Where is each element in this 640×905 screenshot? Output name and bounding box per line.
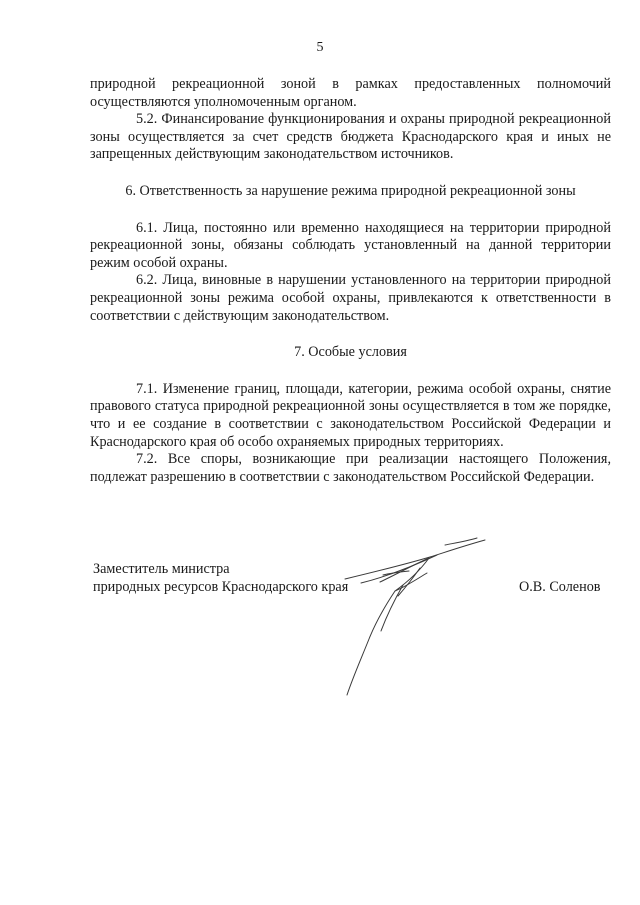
signatory-name: О.В. Соленов	[519, 579, 601, 595]
signatory-position-line2: природных ресурсов Краснодарского края	[93, 578, 349, 595]
section-7-heading: 7. Особые условия	[294, 344, 407, 361]
paragraph-7-1: 7.1. Изменение границ, площади, категории, режима особой охраны, снятие правового статуса природной рекреационной зоны осуществляется в том же порядке, что и ее создание в соответствии с законодательством Российской Федерации и Краснодарского края об особо охраняемых природных территориях.	[90, 380, 611, 450]
paragraph-5-2: 5.2. Финансирование функционирования и охраны природной рекреационной зоны осуществляется за счет средств бюджета Краснодарского края и иных не запрещенных действующим законодательством источников.	[90, 111, 611, 163]
paragraph-7-2: 7.2. Все споры, возникающие при реализации настоящего Положения, подлежат разрешению в соответствии с законодательством Российской Федерации.	[90, 451, 611, 485]
document-body	[90, 76, 611, 486]
paragraph-continuation: природной рекреационной зоной в рамках предоставленных полномочий осуществляются уполномоченным органом.	[90, 76, 611, 110]
paragraph-6-1: 6.1. Лица, постоянно или временно находящиеся на территории природной рекреационной зоны, обязаны соблюдать установленный на данной территории режим особой охраны.	[90, 219, 611, 271]
section-6-heading: 6. Ответственность за нарушение режима природной рекреационной зоны	[125, 182, 576, 199]
paragraph-6-2: 6.2. Лица, виновные в нарушении установленного на территории природной рекреационной зоны режима особой охраны, привлекаются к ответственности в соответствии с действующим законодательством.	[90, 272, 611, 324]
handwritten-signature	[325, 535, 500, 700]
signatory-position-line1: Заместитель министра	[93, 561, 230, 577]
page-number: 5	[316, 40, 324, 55]
